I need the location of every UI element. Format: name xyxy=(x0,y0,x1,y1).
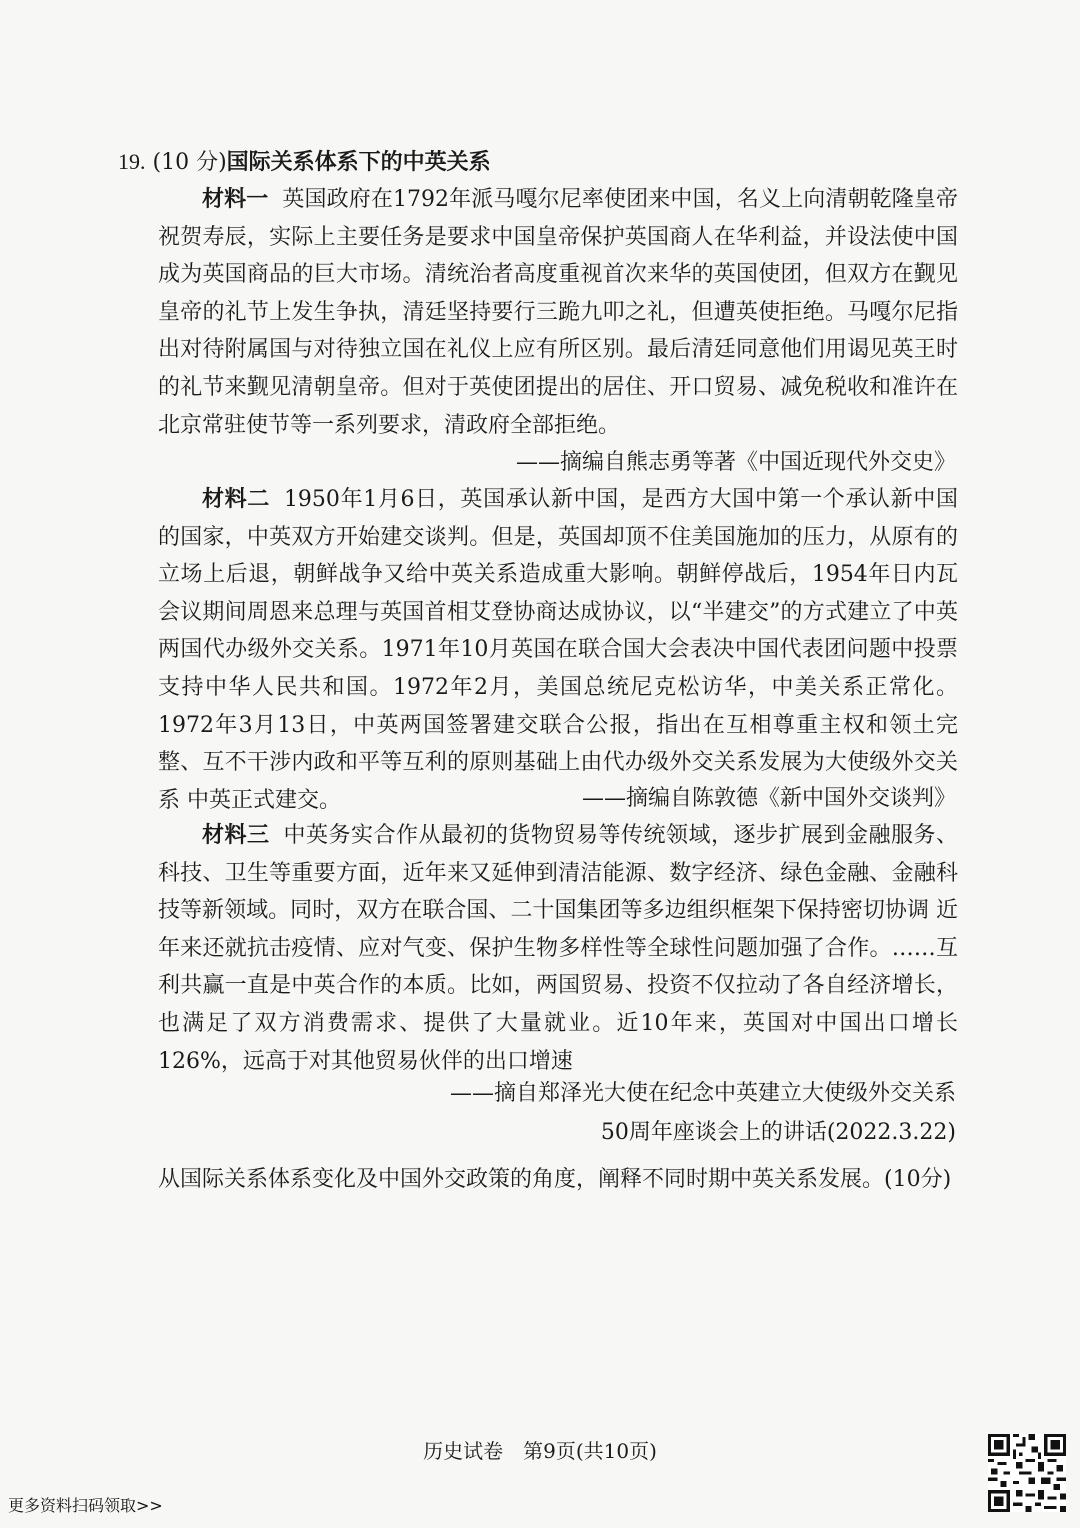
material-three-source-line2: 50周年座谈会上的讲话(2022.3.22) xyxy=(600,1120,956,1145)
material-two-source: ——摘编自陈敦德《新中国外交谈判》 xyxy=(581,786,956,811)
question-heading xyxy=(118,144,968,181)
material-two-text: 1950年1月6日，英国承认新中国，是西方大国中第一个承认新中国的国家，中英双方开始建交谈判。但是，英国却顶不住美国施加的压力，从原有的立场上后退，朝鲜战争又给中英关系造成重大影响。朝鲜停战后，1954年日内瓦会议期间周恩来总理与英国首相艾登协商达成协议，以“半建交”的方式建立了中英两国代办级外交关系。1971年10月英国在联合国大会表决中国代表团问题中投票支持中华人民共和国。1972年2月，美国总统尼克松访华，中美关系正常化。1972年3月13日，中英两国签署建交联合公报，指出在互相尊重主权和领土完整、互不干涉内政和平等互利的原则基础上由代办级外交关系发展为大使级外交关系 中英正式建交。 xyxy=(158,487,958,813)
question-points: (10 分) xyxy=(152,150,227,175)
material-two-label: 材料二 xyxy=(202,487,270,512)
material-three xyxy=(158,817,958,1080)
qr-code-icon[interactable] xyxy=(988,1434,1066,1512)
material-three-source-line1: ——摘自郑泽光大使在纪念中英建立大使级外交关系 xyxy=(449,1081,956,1106)
material-one xyxy=(158,181,958,444)
question-title: 国际关系体系下的中英关系 xyxy=(226,150,491,175)
material-one-label: 材料一 xyxy=(202,187,269,212)
material-one-text: 英国政府在1792年派马嘎尔尼率使团来中国，名义上向清朝乾隆皇帝祝贺寿辰，实际上主要任务是要求中国皇帝保护英国商人在华利益，并设法使中国成为英国商品的巨大市场。清统治者高度重视首次来华的英国使团，但双方在觐见皇帝的礼节上发生争执，清廷坚持要行三跪九叩之礼，但遭英使拒绝。马嘎尔尼指出对待附属国与对待独立国在礼仪上应有所区别。最后清廷同意他们用谒见英王时的礼节来觐见清朝皇帝。但对于英使团提出的居住、开口贸易、减免税收和准许在北京常驻使节等一系列要求，清政府全部拒绝。 xyxy=(158,187,958,438)
material-three-label: 材料三 xyxy=(202,823,270,848)
material-two xyxy=(158,481,958,819)
question-number: 19. xyxy=(118,149,146,174)
material-one-source: ——摘编自熊志勇等著《中国近现代外交史》 xyxy=(515,450,956,475)
scan-note-link[interactable]: 更多资料扫码领取>> xyxy=(8,1496,163,1515)
material-three-text: 中英务实合作从最初的货物贸易等传统领域，逐步扩展到金融服务、科技、卫生等重要方面，近年来又延伸到清洁能源、数字经济、绿色金融、金融科技等新领域。同时，双方在联合国、二十国集团等多边组织框架下保持密切协调 近年来还就抗击疫情、应对气变、保护生物多样性等全球性问题加强了合作。……互利共赢一直是中英合作的本质。比如，两国贸易、投资不仅拉动了各自经济增长，也满足了双方消费需求、提供了大量就业。近10年来，英国对中国出口增长126%，远高于对其他贸易伙伴的出口增速 xyxy=(158,823,958,1074)
page-footer: 历史试卷 第9页(共10页) xyxy=(423,1439,657,1463)
question-task: 从国际关系体系变化及中国外交政策的角度，阐释不同时期中英关系发展。(10分) xyxy=(158,1167,952,1192)
